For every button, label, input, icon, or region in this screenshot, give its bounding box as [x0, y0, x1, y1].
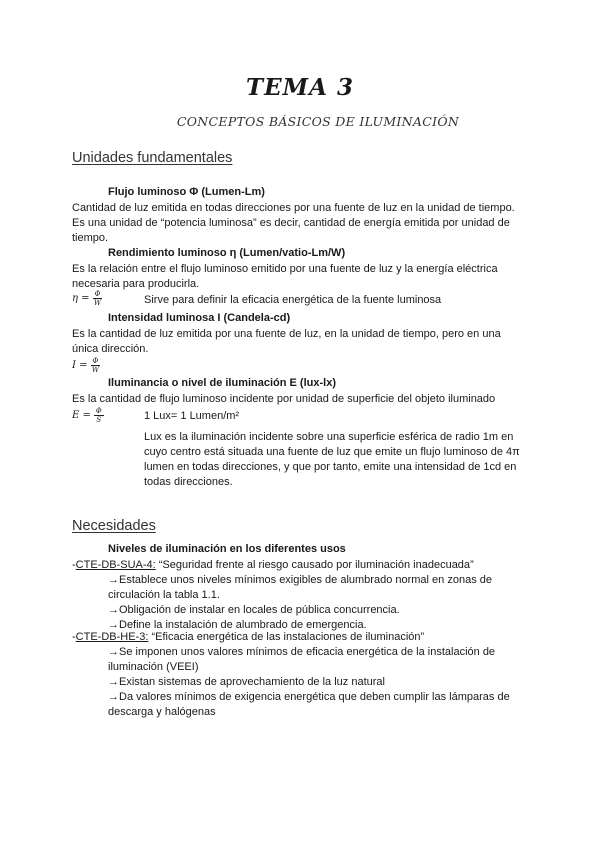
intensidad-line: única dirección. — [72, 343, 149, 355]
intensidad-line: Es la cantidad de luz emitida por una fuente de luz, en la unidad de tiempo, pero en una — [72, 328, 501, 340]
section-heading-unidades: Unidades fundamentales — [72, 150, 233, 166]
cte-sua-4-line: -CTE-DB-SUA-4: “Seguridad frente al riesgo causado por iluminación inadecuada” — [72, 559, 474, 571]
iluminancia-title: Iluminancia o nivel de iluminación E (lux-lx) — [108, 377, 336, 389]
cte-he-3-item: descarga y halógenas — [108, 706, 216, 718]
lux-note-line: todas direcciones. — [144, 476, 233, 488]
lux-note-line: Lux es la iluminación incidente sobre una superficie esférica de radio 1m en — [144, 431, 514, 443]
lux-note-line: cuyo centro está situada una fuente de luz que emite un flujo luminoso de 4π — [144, 446, 520, 458]
cte-he-3-code: CTE-DB-HE-3: — [75, 631, 149, 643]
page-title: TEMA 3 — [246, 74, 354, 101]
section-heading-necesidades: Necesidades — [72, 518, 156, 534]
iluminancia-line: Es la cantidad de flujo luminoso incidente por unidad de superficie del objeto iluminado — [72, 393, 496, 405]
cte-he-3-item: →Da valores mínimos de exigencia energética que deben cumplir las lámparas de — [108, 691, 510, 703]
cte-sua-4-item: circulación la tabla 1.1. — [108, 589, 220, 601]
cte-he-3-line: -CTE-DB-HE-3: “Eficacia energética de las instalaciones de iluminación” — [72, 631, 425, 643]
cte-he-3-item: →Existan sistemas de aprovechamiento de la luz natural — [108, 676, 385, 688]
cte-he-3-item: iluminación (VEEI) — [108, 661, 199, 673]
cte-sua-4-item: →Define la instalación de alumbrado de emergencia. — [108, 619, 367, 631]
niveles-title: Niveles de iluminación en los diferentes usos — [108, 543, 346, 555]
iluminancia-formula: E = $\frac{\Phi}{S}$ — [72, 407, 102, 424]
intensidad-formula: I = $\frac{\Phi}{W}$ — [72, 357, 99, 374]
page-subtitle: CONCEPTOS BÁSICOS DE ILUMINACIÓN — [176, 114, 460, 129]
rendimiento-note: Sirve para definir la eficacia energética de la fuente luminosa — [144, 294, 442, 306]
rendimiento-line: necesaria para producirla. — [72, 278, 200, 290]
flujo-title: Flujo luminoso Φ (Lumen-Lm) — [108, 186, 265, 198]
cte-he-3-item: →Se imponen unos valores mínimos de eficacia energética de la instalación de — [108, 646, 496, 658]
lux-definition: 1 Lux= 1 Lumen/m² — [144, 410, 240, 422]
rendimiento-line: Es la relación entre el flujo luminoso emitido por una fuente de luz y la energía eléctrica — [72, 263, 498, 275]
rendimiento-title: Rendimiento luminoso η (Lumen/vatio-Lm/W) — [108, 247, 346, 259]
lux-note-line: lumen en todas direcciones, y que por tanto, emite una intensidad de 1cd en — [144, 461, 517, 473]
flujo-line: Cantidad de luz emitida en todas direcciones por una fuente de luz en la unidad de tiempo. — [72, 202, 515, 214]
cte-sua-4-code: CTE-DB-SUA-4: — [75, 559, 156, 571]
flujo-line: Es una unidad de “potencia luminosa” es decir, cantidad de energía emitida por unidad de — [72, 217, 510, 229]
intensidad-title: Intensidad luminosa I (Candela-cd) — [108, 312, 291, 324]
cte-sua-4-item: →Establece unos niveles mínimos exigibles de alumbrado normal en zonas de — [108, 574, 492, 586]
flujo-line: tiempo. — [72, 232, 109, 244]
cte-sua-4-item: →Obligación de instalar en locales de pública concurrencia. — [108, 604, 400, 616]
rendimiento-formula: η = $\frac{\Phi}{W}$ — [72, 290, 102, 307]
